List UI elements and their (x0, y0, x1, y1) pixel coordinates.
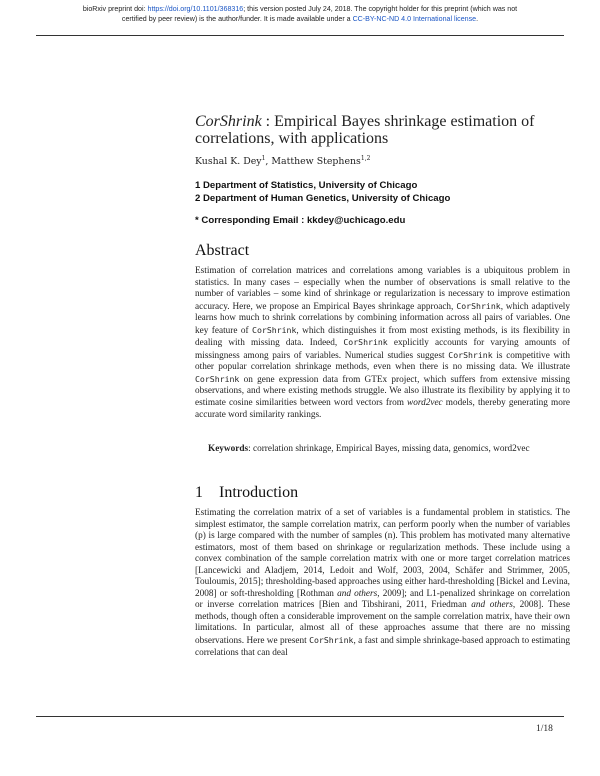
preprint-notice (40, 4, 560, 24)
license-link[interactable]: CC-BY-NC-ND 4.0 International license (352, 15, 477, 23)
abstract-heading: Abstract (195, 242, 250, 259)
keywords: Keywords: correlation shrinkage, Empirical Bayes, missing data, genomics, word2vec (208, 444, 530, 454)
abstract-text: Estimation of correlation matrices and correlations among variables is a ubiquitous problem in statistics. In many cases – especially when the number of observations is small relative to the number of variables – some kind of shrinkage or regularization is necessary to improve estimation accuracy. Here, we propose an Empirical Bayes shrinkage approach, CorShrink, which adaptively learns how much to shrink correlations by combining information across all pairs of variables. One key feature of CorShrink, which distinguishes it from most existing methods, is its flexibility in dealing with missing data. Indeed, CorShrink explicitly accounts for varying amounts of missingness among pairs of variables. Numerical studies suggest CorShrink is competitive with other popular correlation shrinkage methods, even when there is no missing data. We illustrate CorShrink on gene expression data from GTEx project, which suffers from extensive missing observations, and where existing methods struggle. We also illustrate its flexibility by applying it to estimate cosine similarities between word vectors from word2vec models, thereby generating more accurate word similarity rankings. (195, 266, 571, 420)
preprint-line-1: bioRxiv preprint doi: https://doi.org/10.1101/368316; this version posted July 24, 2018. The copyright holder for this preprint (which was not (82, 5, 518, 13)
corresponding-email: * Corresponding Email : kkdey@uchicago.edu (195, 215, 406, 226)
introduction-heading: 1 Introduction (195, 484, 299, 501)
header-divider (36, 35, 564, 36)
doi-link[interactable]: https://doi.org/10.1101/368316 (147, 5, 244, 13)
affiliation-2: 2 Department of Human Genetics, University of Chicago (195, 193, 451, 204)
preprint-line-2: certified by peer review) is the author/funder. It is made available under a CC-BY-NC-ND 4.0 International license. (121, 15, 479, 23)
affiliation-1: 1 Department of Statistics, University of Chicago (195, 180, 418, 191)
introduction-text: Estimating the correlation matrix of a set of variables is a fundamental problem in statistics. The simplest estimator, the sample correlation matrix, can perform poorly when the number of variables (p) is large compared with the number of samples (n). This problem has motivated many alternative estimators, most of them based on shrinkage or regularization methods. These include using a convex combination of the sample correlation matrix with one or more target correlation matrices [Lancewicki and Aladjem, 2014, Ledoit and Wolf, 2003, 2004, Schäfer and Strimmer, 2005, Touloumis, 2015]; thresholding-based approaches using either hard-thresholding [Bickel and Levina, 2008] or soft-thresholding [Rothman and others, 2009]; and L1-penalized shrinkage on correlation or inverse correlation matrices [Bien and Tibshirani, 2011, Friedman and others, 2008]. These methods, though often a considerable improvement on the sample correlation matrix, have their own limitations. In particular, almost all of these approaches assume that there are no missing observations. Here we present CorShrink, a fast and simple shrinkage-based approach to estimating correlations that can deal (195, 508, 571, 658)
paper-title: CorShrink : Empirical Bayes shrinkage estimation of correlations, with applications (195, 113, 535, 147)
authors: Kushal K. Dey$^1$, Matthew Stephens$^{1,2}$ (195, 155, 371, 168)
page-number: 1/18 (536, 724, 553, 734)
footer-divider (36, 716, 564, 717)
